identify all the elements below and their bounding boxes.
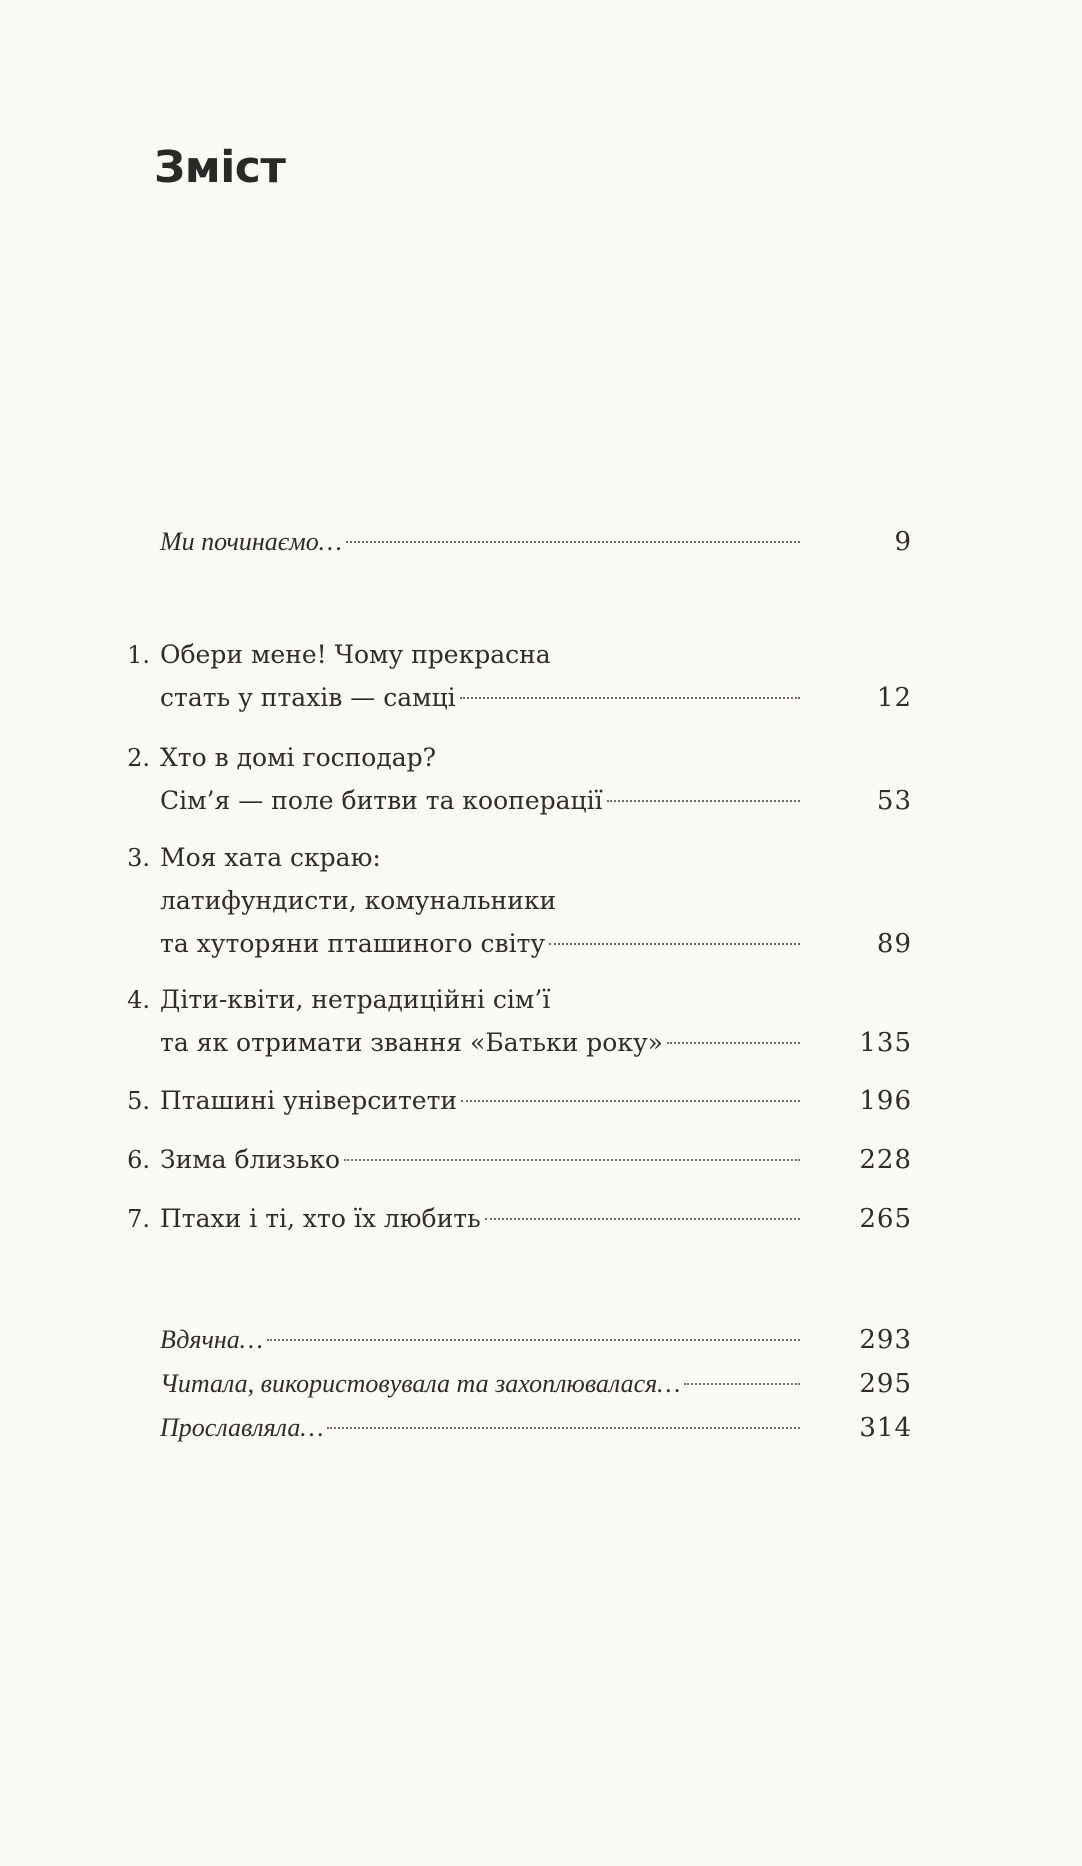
toc-entry-leader [160, 1199, 800, 1239]
chapter-number: 6. [127, 1146, 150, 1174]
chapter-title-line: стать у птахів — самці [160, 683, 456, 712]
chapter-number: 7. [127, 1205, 150, 1233]
toc-entry-page: 293 [859, 1325, 912, 1355]
toc-entry-page: 228 [859, 1145, 912, 1175]
dot-leader [549, 943, 800, 945]
toc-entry-title: Читала, використовувала та захоплювалася… [160, 1369, 681, 1398]
chapter-number: 5. [127, 1087, 150, 1115]
chapter-title-line: та хуторяни пташиного світу [160, 929, 546, 958]
chapter-number: 1. [127, 641, 150, 669]
chapter-title-line: Моя хата скраю: [160, 843, 381, 872]
toc-entry-leader [160, 678, 800, 718]
chapter-number: 2. [127, 744, 150, 772]
chapter-title-line: Сім’я — поле битви та кооперації [160, 786, 603, 815]
toc-entry-page: 12 [876, 683, 912, 713]
toc-entry-title: Прославляла… [160, 1413, 324, 1442]
toc-entry-leader [160, 924, 800, 964]
toc-entry-page: 89 [876, 929, 912, 959]
toc-entry-page: 9 [894, 527, 912, 557]
dot-leader [461, 1100, 800, 1102]
chapter-title-line: та як отримати звання «Батьки року» [160, 1028, 663, 1057]
chapter-title-line: Зима близько [160, 1145, 341, 1174]
dot-leader [344, 1159, 800, 1161]
toc-entry-leader [160, 1081, 800, 1121]
dot-leader [346, 541, 800, 543]
toc-entry-leader [160, 1320, 800, 1360]
toc-entry-page: 265 [859, 1204, 912, 1234]
toc-entry-page: 314 [859, 1413, 912, 1443]
chapter-number: 4. [127, 986, 150, 1014]
toc-entry-page: 196 [859, 1086, 912, 1116]
chapter-number: 3. [127, 844, 150, 872]
chapter-title-line: Пташині університети [160, 1086, 458, 1115]
dot-leader [460, 697, 800, 699]
toc-entry-leader [160, 1408, 800, 1448]
dot-leader [485, 1218, 800, 1220]
toc-entry-page: 295 [859, 1369, 912, 1399]
chapter-title-line: Птахи і ті, хто їх любить [160, 1204, 481, 1233]
chapter-title-line: Обери мене! Чому прекрасна [160, 640, 551, 669]
dot-leader [607, 800, 800, 802]
dot-leader [267, 1339, 800, 1341]
toc-entry-leader [160, 522, 800, 562]
chapter-title-line: латифундисти, комунальники [160, 886, 557, 915]
dot-leader [684, 1383, 800, 1385]
toc-entry-title: Ми починаємо… [160, 527, 342, 556]
toc-entry-leader [160, 1023, 800, 1063]
dot-leader [327, 1427, 800, 1429]
toc-entry-leader [160, 781, 800, 821]
toc-entry-leader [160, 1364, 800, 1404]
chapter-title-line: Хто в домі господар? [160, 743, 437, 772]
toc-entry-title: Вдячна… [160, 1325, 263, 1354]
toc-entry-page: 135 [859, 1028, 912, 1058]
page-title: Зміст [154, 142, 286, 193]
dot-leader [667, 1042, 800, 1044]
chapter-title-line: Діти-квіти, нетрадиційні сім’ї [160, 985, 551, 1014]
toc-entry-leader [160, 1140, 800, 1180]
toc-entry-page: 53 [876, 786, 912, 816]
